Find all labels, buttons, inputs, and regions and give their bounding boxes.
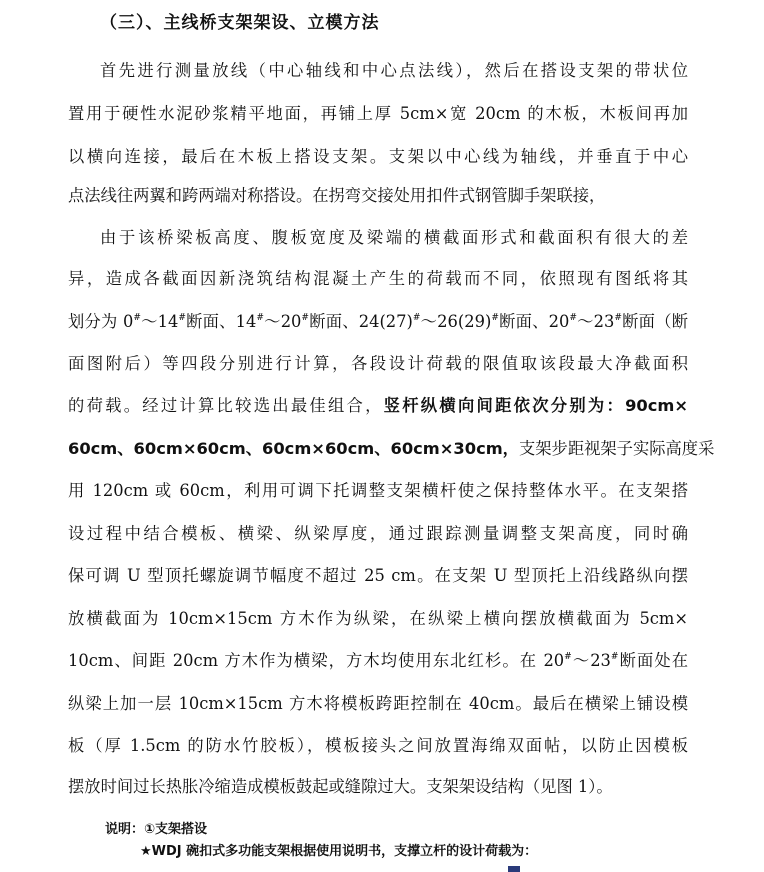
paragraph-2-line-11: 10cm、间距 20cm 方木作为横梁，方木均使用东北红杉。在 20#～23#断面处在 — [68, 651, 688, 670]
paragraph-2-line-6 — [68, 439, 715, 459]
paragraph-2-line-8: 设过程中结合模板、横梁、纵梁厚度，通过跟踪测量调整支架高度，同时确 — [68, 524, 688, 543]
paragraph-2-line-3: 划分为 0#～14#断面、14#～20#断面、24(27)#～26(29)#断面、20#～23#断面（断 — [68, 312, 688, 331]
paragraph-2-line-9: 保可调 U 型顶托螺旋调节幅度不超过 25 cm。在支架 U 型顶托上沿线路纵向摆 — [68, 566, 688, 585]
note-heading: 说明：①支架搭设 — [105, 822, 208, 837]
note-detail: ★WDJ 碗扣式多功能支架根据使用说明书，支撑立杆的设计荷载为： — [140, 844, 538, 859]
page-edge-marker — [508, 866, 520, 872]
spacing-emphasis-start: 竖杆纵横向间距依次分别为：90cm× — [383, 396, 688, 415]
paragraph-2-line-2: 异，造成各截面因新浇筑结构混凝土产生的荷载而不同，依照现有图纸将其 — [68, 269, 688, 288]
paragraph-2-line-12: 纵梁上加一层 10cm×15cm 方木将模板跨距控制在 40cm。最后在横梁上铺设模 — [68, 694, 688, 713]
paragraph-2-line-5 — [68, 396, 688, 416]
paragraph-2-line-13: 板（厚 1.5cm 的防水竹胶板），模板接头之间放置海绵双面帖，以防止因模板 — [68, 736, 688, 755]
paragraph-1-line-2: 置用于硬性水泥砂浆精平地面，再铺上厚 5cm×宽 20cm 的木板，木板间再加 — [68, 104, 688, 123]
spacing-emphasis-end: 60cm、60cm×60cm、60cm×60cm、60cm×30cm， — [68, 439, 519, 458]
paragraph-2-line-4: 面图附后）等四段分别进行计算，各段设计荷载的限值取该段最大净截面积 — [68, 354, 688, 373]
paragraph-2-line-10: 放横截面为 10cm×15cm 方木作为纵梁，在纵梁上横向摆放横截面为 5cm× — [68, 609, 688, 628]
paragraph-1-line-3: 以横向连接，最后在木板上搭设支架。支架以中心线为轴线，并垂直于中心 — [68, 147, 688, 166]
line-5-normal-text: 的荷载。经过计算比较选出最佳组合， — [68, 396, 384, 415]
paragraph-1-line-1: 首先进行测量放线（中心轴线和中心点法线），然后在搭设支架的带状位 — [100, 61, 688, 80]
paragraph-2-line-14: 摆放时间过长热胀冷缩造成模板鼓起或缝隙过大。支架架设结构（见图 1）。 — [68, 777, 613, 796]
section-heading: （三）、主线桥支架架设、立模方法 — [100, 13, 380, 33]
paragraph-2-line-1: 由于该桥梁板高度、腹板宽度及梁端的横截面形式和截面积有很大的差 — [100, 228, 688, 247]
line-6-normal-text: 支架步距视架子实际高度采 — [518, 439, 715, 458]
paragraph-1-line-4: 点法线往两翼和跨两端对称搭设。在拐弯交接处用扣件式钢管脚手架联接， — [68, 186, 606, 205]
paragraph-2-line-7: 用 120cm 或 60cm，利用可调下托调整支架横杆使之保持整体水平。在支架搭 — [68, 481, 688, 500]
